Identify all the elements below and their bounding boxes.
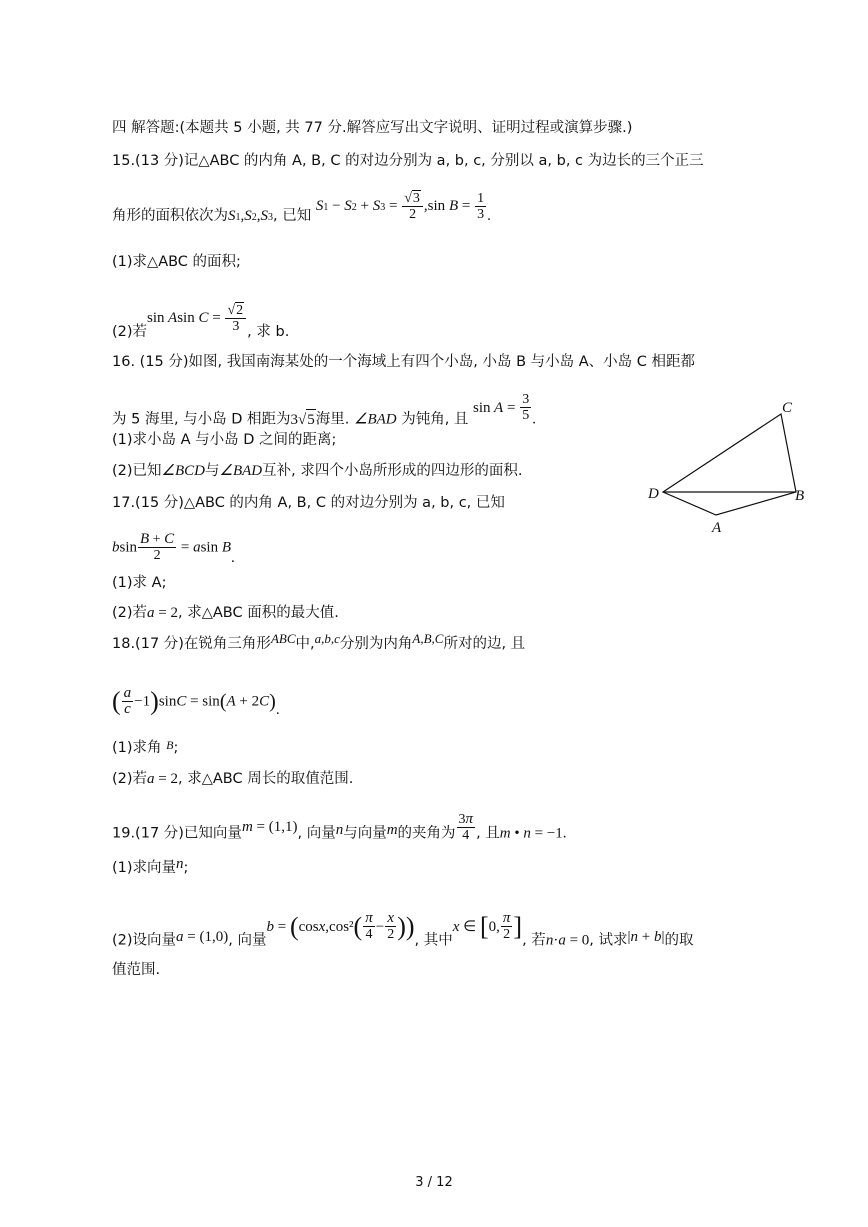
q15-part1: (1)求△ABC 的面积; bbox=[112, 254, 241, 270]
label-b: B bbox=[795, 488, 805, 504]
q15-given-formula: S1 − S2 + S3 = $\frac{√3}{2}$ ,sin B = $\frac{1}{3}$ bbox=[315, 190, 485, 222]
q15-formula-s: S bbox=[228, 208, 236, 224]
q17-formula: bsin $\frac{B + C}{2}$ = asin B. bbox=[112, 531, 235, 566]
q19-part1: (1)求向量n; bbox=[112, 856, 189, 876]
q18-formula: ( $\frac{a}{c}$ −1)sinC = sin(A + 2C). bbox=[112, 685, 280, 718]
q16-formula-3sqrt5: 3√5 bbox=[291, 412, 316, 428]
q17-line1: 17.(15 分)△ABC 的内角 A, B, C 的对边分别为 a, b, c, 已知 bbox=[112, 495, 505, 511]
q16-line1: 16. (15 分)如图, 我国南海某处的一个海域上有四个小岛, 小岛 B 与小岛 A、小岛 C 相距都 bbox=[112, 354, 696, 370]
section-title: 四 解答题:(本题共 5 小题, 共 77 分.解答应写出文字说明、证明过程或演算步骤.) bbox=[112, 120, 633, 136]
q18-line1: 18.(17 分)在锐角三角形ABC中,a,b,c分别为内角A,B,C所对的边, 且 bbox=[112, 631, 526, 652]
quadrilateral bbox=[663, 414, 796, 515]
q15-part2-formula: sin Asin C = $\frac{√2}{3}$ bbox=[147, 310, 247, 326]
q15-line2: 角形的面积依次为S1,S2,S3, 已知 S1 − S2 + S3 = $\frac{√3}{2}$ ,sin B = $\frac{1}{3}$ . bbox=[112, 190, 491, 224]
q15-line1: 15.(13 分)记△ABC 的内角 A, B, C 的对边分别为 a, b, c, 分别以 a, b, c 为边长的三个正三 bbox=[112, 153, 704, 169]
label-a: A bbox=[712, 520, 722, 536]
q18-part2: (2)若a = 2, 求△ABC 周长的取值范围. bbox=[112, 771, 354, 787]
q17-part2: (2)若a = 2, 求△ABC 面积的最大值. bbox=[112, 605, 339, 621]
label-d: D bbox=[648, 486, 659, 502]
q16-sinA-formula: sin A = $\frac{3}{5}$ bbox=[473, 392, 530, 423]
q18-part1: (1)求角 $^B$; bbox=[112, 738, 179, 756]
page-number: 3 / 12 bbox=[415, 1175, 453, 1190]
q16-line2: 为 5 海里, 与小岛 D 相距为3√5海里. ∠BAD 为钝角, 且 sin A = $\frac{3}{5}$ . bbox=[112, 392, 536, 428]
q15-part2: (2)若sin Asin C = $\frac{√2}{3}$ , 求 b. bbox=[112, 303, 290, 340]
q15-line2-pre: 角形的面积依次为 bbox=[112, 208, 228, 224]
q19-last-line: 值范围. bbox=[112, 962, 161, 978]
q19-line1: 19.(17 分)已知向量m = (1,1), 向量n与向量m的夹角为 $\frac{3\pi}{4}$ , 且m • n = −1. bbox=[112, 811, 567, 843]
q19-part2: (2)设向量a = (1,0), 向量b = (cosx,cos²( $\frac{\pi}{4}$ − $\frac{x}{2}$ )), 其中x ∈ [0, $\frac{\pi}{2}$ ], 若n·a = 0, 试求|n + b|的取 bbox=[112, 910, 694, 949]
q15-line2-mid: , 已知 bbox=[273, 208, 312, 224]
q16-part2: (2)已知∠BCD与∠BAD互补, 求四个小岛所形成的四边形的面积. bbox=[112, 463, 523, 479]
q16-part1: (1)求小岛 A 与小岛 D 之间的距离; bbox=[112, 432, 337, 448]
q16-angle-bad: ∠BAD bbox=[354, 411, 397, 428]
q17-part1: (1)求 A; bbox=[112, 575, 167, 591]
label-c: C bbox=[782, 400, 793, 416]
